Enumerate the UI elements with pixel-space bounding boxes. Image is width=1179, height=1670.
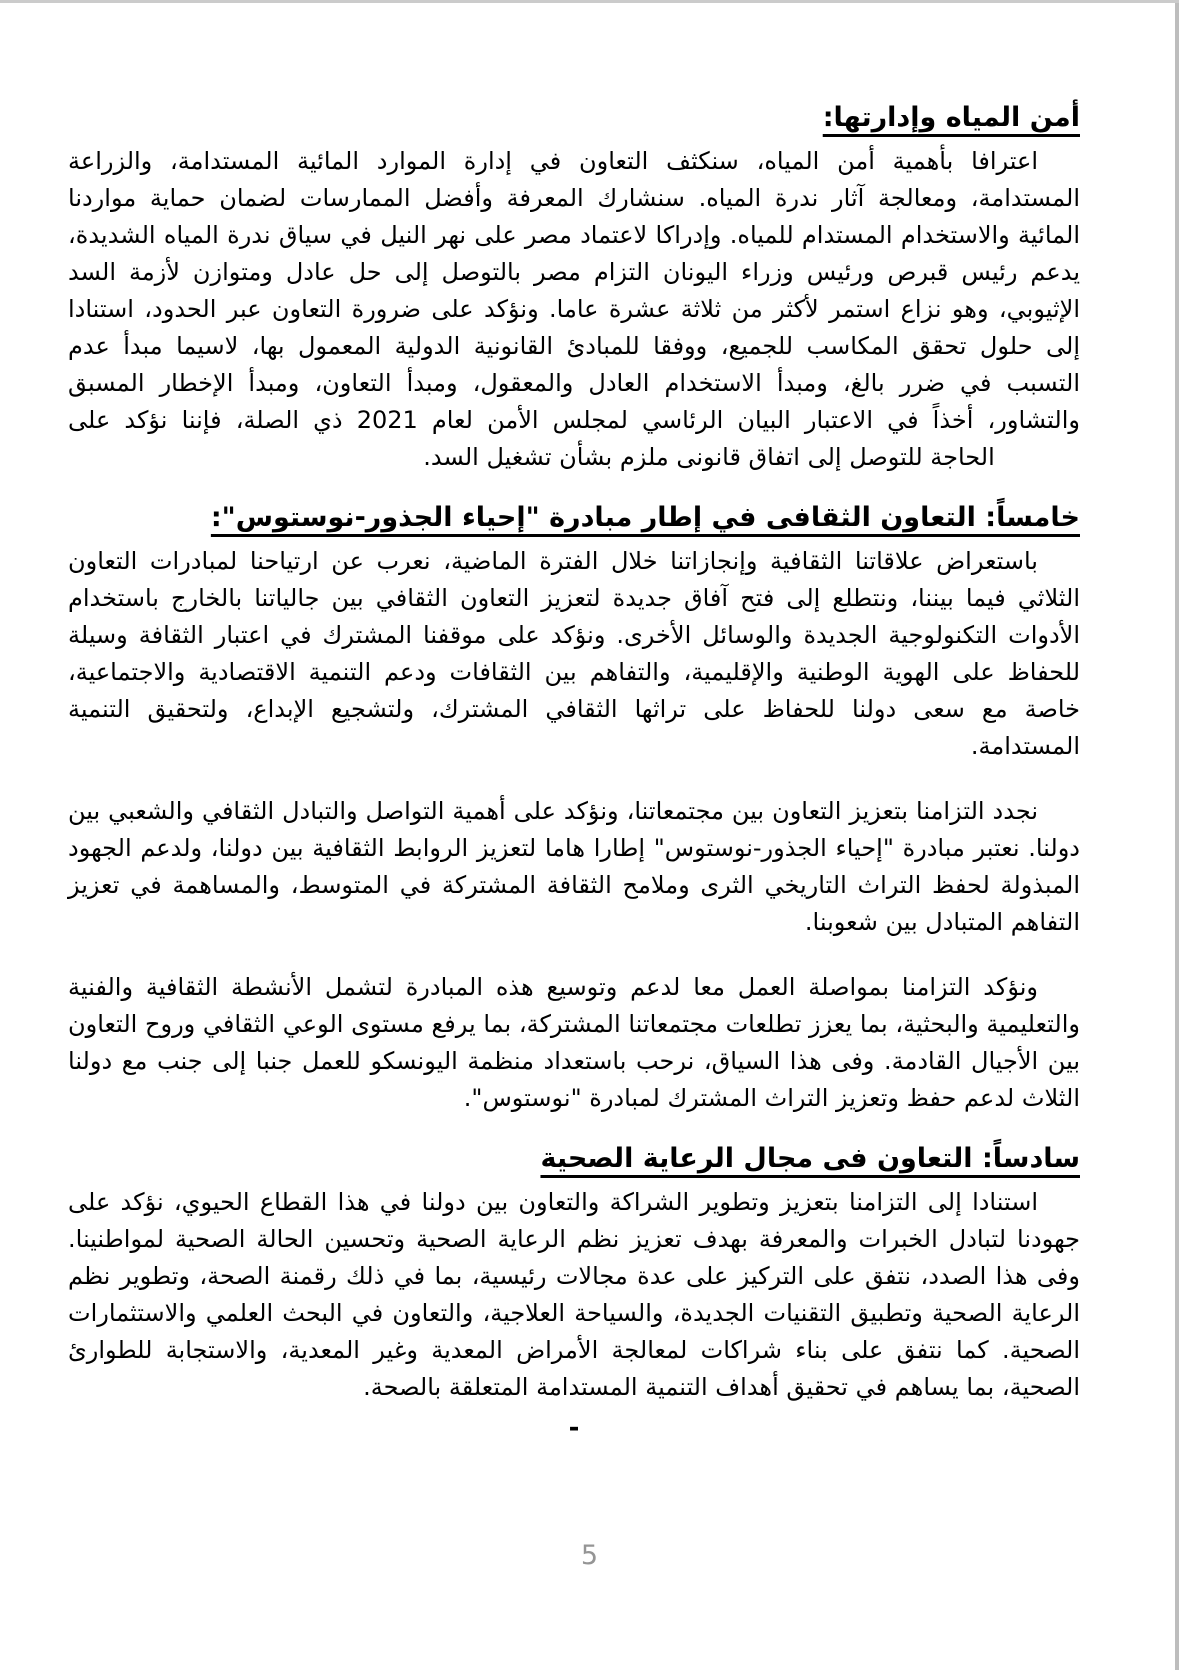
section-heading-water-security: أمن المياه وإدارتها:	[822, 102, 1080, 133]
section-cultural-cooperation	[68, 498, 1080, 1117]
separator-dash: -	[568, 1413, 580, 1443]
section-heading-healthcare: سادساً: التعاون فى مجال الرعاية الصحية	[540, 1143, 1080, 1174]
paragraph-water-security: اعترافا بأهمية أمن المياه، سنكثف التعاون في إدارة الموارد المائية المستدامة، والزراعة المستدامة، ومعالجة آثار ندرة المياه. سنشارك المعرفة وأفضل الممارسات لضمان حماية مواردنا المائية والاستخدام المستدام للمياه. وإدراكا لاعتماد مصر على نهر النيل في سياق ندرة المياه الشديدة، يدعم رئيس قبرص ورئيس وزراء اليونان التزام مصر بالتوصل إلى حل عادل ومتوازن لأزمة السد الإثيوبي، وهو نزاع استمر لأكثر من ثلاثة عشرة عاما. ونؤكد على ضرورة التعاون عبر الحدود، استنادا إلى حلول تحقق المكاسب للجميع، ووفقا للمبادئ القانونية الدولية المعمول بها، لاسيما مبدأ عدم التسبب في ضرر بالغ، ومبدأ الاستخدام العادل والمعقول، ومبدأ التعاون، ومبدأ الإخطار المسبق والتشاور، أخذاً في الاعتبار البيان الرئاسي لمجلس الأمن لعام 2021 ذي الصلة، فإننا نؤكد على	[68, 147, 1080, 434]
paragraph-water-security-closing-line: الحاجة للتوصل إلى اتفاق قانونى ملزم بشأن تشغيل السد.	[423, 443, 995, 471]
paragraph-cultural-review: باستعراض علاقاتنا الثقافية وإنجازاتنا خلال الفترة الماضية، نعرب عن ارتياحنا لمبادرات التعاون الثلاثي فيما بيننا، ونتطلع إلى فتح آفاق جديدة لتعزيز التعاون الثقافي بين جالياتنا بالخارج باستخدام الأدوات التكنولوجية الجديدة والوسائل الأخرى. ونؤكد على موقفنا المشترك في اعتبار الثقافة وسيلة للحفاظ على الهوية الوطنية والإقليمية، والتفاهم بين الثقافات ودعم التنمية الاقتصادية والاجتماعية، خاصة مع سعى دولنا للحفاظ على تراثها الثقافي المشترك، ولتشجيع الإبداع، ولتحقيق التنمية المستدامة.	[68, 547, 1080, 760]
section-healthcare-cooperation	[68, 1139, 1080, 1406]
paragraph-nostos-initiative: نجدد التزامنا بتعزيز التعاون بين مجتمعاتنا، ونؤكد على أهمية التواصل والتبادل الثقافي والشعبي بين دولنا. نعتبر مبادرة "إحياء الجذور-نوستوس" إطارا هاما لتعزيز الروابط الثقافية بين دولنا، ولدعم الجهود المبذولة لحفظ التراث التاريخي الثرى وملامح الثقافة المشتركة في المتوسط، والمساهمة في تعزيز التفاهم المتبادل بين شعوبنا.	[68, 797, 1080, 936]
section-heading-cultural-cooperation: خامساً: التعاون الثقافى في إطار مبادرة "إحياء الجذور-نوستوس":	[210, 502, 1080, 533]
section-water-security	[68, 98, 1080, 476]
paragraph-healthcare: استنادا إلى التزامنا بتعزيز وتطوير الشراكة والتعاون بين دولنا في هذا القطاع الحيوي، نؤكد على جهودنا لتبادل الخبرات والمعرفة بهدف تعزيز نظم الرعاية الصحية وتحسين الحالة الصحية لمواطنينا. وفى هذا الصدد، نتفق على التركيز على عدة مجالات رئيسية، بما في ذلك رقمنة الصحة، وتطوير نظم الرعاية الصحية وتطبيق التقنيات الجديدة، والسياحة العلاجية، والتعاون في البحث العلمي والاستثمارات الصحية. كما نتفق على بناء شراكات لمعالجة الأمراض المعدية وغير المعدية، والاستجابة للطوارئ الصحية، بما يساهم في تحقيق أهداف التنمية المستدامة المتعلقة بالصحة.	[68, 1188, 1080, 1401]
page-number: 5	[580, 1540, 599, 1571]
scan-edge-right	[1175, 3, 1179, 1670]
document-content	[68, 98, 1080, 1447]
paragraph-unesco-cooperation: ونؤكد التزامنا بمواصلة العمل معا لدعم وتوسيع هذه المبادرة لتشمل الأنشطة الثقافية والفنية والتعليمية والبحثية، بما يعزز تطلعات مجتمعاتنا المشتركة، بما يرفع مستوى الوعي الثقافي وروح التعاون بين الأجيال القادمة. وفى هذا السياق، نرحب باستعداد منظمة اليونسكو للعمل جنبا إلى جنب مع دولنا الثلاث لدعم حفظ وتعزيز التراث المشترك لمبادرة "نوستوس".	[68, 973, 1080, 1112]
